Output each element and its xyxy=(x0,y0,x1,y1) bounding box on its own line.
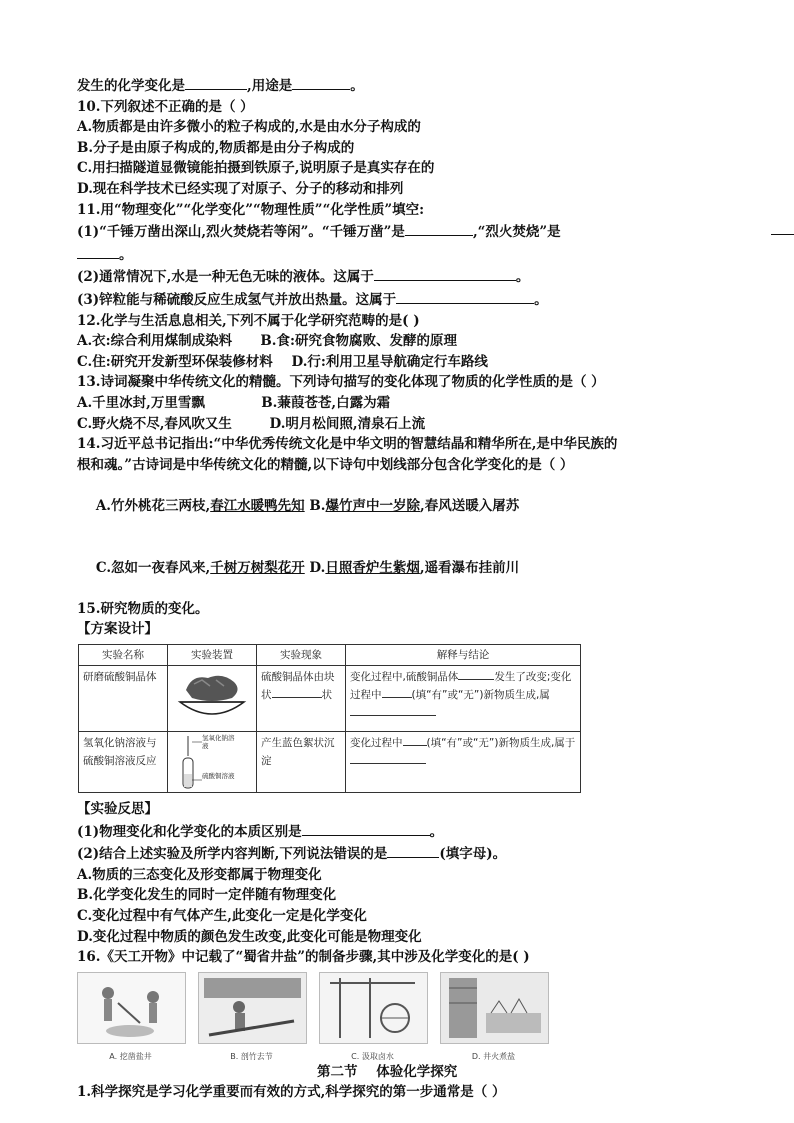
table-header: 实验现象 xyxy=(257,645,346,666)
figure-caption: D. 井火煮盐 xyxy=(471,1051,516,1061)
split-bamboo-illustration-icon xyxy=(198,972,307,1044)
q15-design-heading: 【方案设计】 xyxy=(77,621,158,638)
q15-stem: 15.研究物质的变化。 xyxy=(77,600,209,617)
q14-options-ab: A.竹外桃花三两枝,春江水暖鸭先知 B.爆竹声中一岁除,春风送暖入屠苏 xyxy=(95,497,520,514)
table-cell: 氢氧化钠溶液与硫酸铜溶液反应 xyxy=(79,732,168,793)
q15-r1: (1)物理变化和化学变化的本质区别是 。 xyxy=(77,820,757,843)
q16-figures xyxy=(77,972,757,1062)
mortar-pestle-icon xyxy=(172,668,252,723)
table-cell: 研磨硫酸铜晶体 xyxy=(79,666,168,732)
s1-question: 1.科学探究是学习化学重要而有效的方式,科学探究的第一步通常是（ ） xyxy=(77,1083,506,1100)
blank[interactable] xyxy=(272,686,322,698)
q15-option-d: D.变化过程中物质的颜色发生改变,此变化可能是物理变化 xyxy=(77,928,422,945)
q11-part1-cont: 。 xyxy=(77,243,757,266)
blank[interactable] xyxy=(403,734,427,746)
figure-a xyxy=(77,972,184,1062)
q16-stem: 16.《天工开物》中记载了“蜀省井盐”的制备步骤,其中涉及化学变化的是( ) xyxy=(77,949,530,966)
blank[interactable] xyxy=(458,668,494,680)
table-row xyxy=(79,666,581,732)
q10-option-b: B.分子是由原子构成的,物质都是由分子构成的 xyxy=(77,139,355,156)
q15-reflect-heading: 【实验反思】 xyxy=(77,801,158,818)
figure-b xyxy=(198,972,305,1062)
table-cell xyxy=(168,732,257,793)
blank[interactable] xyxy=(374,265,516,281)
table-cell: 变化过程中,硫酸铜晶体 发生了改变;变化过程中 (填“有”或“无”)新物质生成,属 xyxy=(346,666,581,732)
figure-d xyxy=(440,972,547,1062)
figure-caption: C. 汲取卤水 xyxy=(351,1051,394,1061)
label-cuso4: 硫酸铜溶液 xyxy=(202,772,235,781)
q12-stem: 12.化学与生活息息相关,下列不属于化学研究范畴的是( ) xyxy=(77,312,420,329)
q11-part1: (1)“千锤万凿出深山,烈火焚烧若等闲”。“千锤万凿”是 ,“烈火焚烧”是 xyxy=(77,220,757,243)
table-header: 实验名称 xyxy=(79,645,168,666)
q15-r2: (2)结合上述实验及所学内容判断,下列说法错误的是 (填字母)。 xyxy=(77,842,757,865)
q12-options-ab: A.衣:综合利用煤制成染料 B.食:研究食物腐败、发酵的原理 xyxy=(77,333,457,350)
q14-stem: 14.习近平总书记指出:“中华优秀传统文化是中华文明的智慧结晶和精华所在,是中华民族的 xyxy=(77,436,618,453)
section-title: 第二节 体验化学探究 xyxy=(317,1063,458,1080)
q10-stem: 10.下列叙述不正确的是（ ） xyxy=(77,98,254,115)
q11-part3: (3)锌粒能与稀硫酸反应生成氢气并放出热量。这属于 。 xyxy=(77,288,757,311)
worksheet-page xyxy=(77,74,757,1102)
blank[interactable] xyxy=(405,220,473,236)
q13-options-cd: C.野火烧不尽,春风吹又生 D.明月松间照,清泉石上流 xyxy=(77,415,426,432)
q10-option-a: A.物质都是由许多微小的粒子构成的,水是由水分子构成的 xyxy=(77,119,421,136)
experiment-table xyxy=(78,644,581,793)
q9-tail: 发生的化学变化是 ,用途是 。 xyxy=(77,74,757,97)
blank[interactable] xyxy=(302,820,430,836)
draw-brine-illustration-icon xyxy=(319,972,428,1044)
q15-option-a: A.物质的三态变化及形变都属于物理变化 xyxy=(77,866,322,883)
label-naoh: 氢氧化钠溶液 xyxy=(202,734,235,751)
table-header: 实验装置 xyxy=(168,645,257,666)
table-cell: 变化过程中 (填“有”或“无”)新物质生成,属于 xyxy=(346,732,581,793)
figure-caption: B. 剖竹去节 xyxy=(230,1051,273,1061)
dig-well-illustration-icon xyxy=(77,972,186,1044)
table-cell: 产生蓝色絮状沉淀 xyxy=(257,732,346,793)
blank[interactable] xyxy=(292,74,350,90)
q14-stem-cont: 根和魂。”古诗词是中华传统文化的精髓,以下诗句中划线部分包含化学变化的是（ ） xyxy=(77,456,574,473)
blank[interactable] xyxy=(350,752,426,764)
blank[interactable] xyxy=(771,220,794,235)
table-row xyxy=(79,732,581,793)
q13-stem: 13.诗词凝聚中华传统文化的精髓。下列诗句描写的变化体现了物质的化学性质的是（ ） xyxy=(77,374,605,391)
figure-c xyxy=(319,972,426,1062)
table-cell xyxy=(168,666,257,732)
table-header: 解释与结论 xyxy=(346,645,581,666)
q13-options-ab: A.千里冰封,万里雪飘 B.蒹葭苍苍,白露为霜 xyxy=(77,394,391,411)
boil-salt-illustration-icon xyxy=(440,972,549,1044)
table-cell: 硫酸铜晶体由块状 状 xyxy=(257,666,346,732)
figure-caption: A. 挖凿盐井 xyxy=(109,1051,152,1061)
section-row xyxy=(77,1062,757,1082)
test-tube-apparatus xyxy=(172,734,242,790)
q15-option-c: C.变化过程中有气体产生,此变化一定是化学变化 xyxy=(77,908,367,924)
blank[interactable] xyxy=(77,243,119,259)
q15-option-b: B.化学变化发生的同时一定伴随有物理变化 xyxy=(77,887,337,904)
blank[interactable] xyxy=(382,686,412,698)
q14-options-cd: C.忽如一夜春风来,千树万树梨花开 D.日照香炉生紫烟,遥看瀑布挂前川 xyxy=(95,559,520,576)
blank[interactable] xyxy=(350,704,436,716)
q11-part2: (2)通常情况下,水是一种无色无味的液体。这属于 。 xyxy=(77,265,757,288)
q11-stem: 11.用“物理变化”“化学变化”“物理性质”“化学性质”填空: xyxy=(77,201,425,218)
q10-option-c: C.用扫描隧道显微镜能拍摄到铁原子,说明原子是真实存在的 xyxy=(77,160,435,177)
table-header-row xyxy=(79,645,581,666)
blank[interactable] xyxy=(185,74,247,90)
blank[interactable] xyxy=(387,842,439,858)
q10-option-d: D.现在科学技术已经实现了对原子、分子的移动和排列 xyxy=(77,180,404,197)
q12-options-cd: C.住:研究开发新型环保装修材料 D.行:利用卫星导航确定行车路线 xyxy=(77,353,488,370)
blank[interactable] xyxy=(396,288,534,304)
